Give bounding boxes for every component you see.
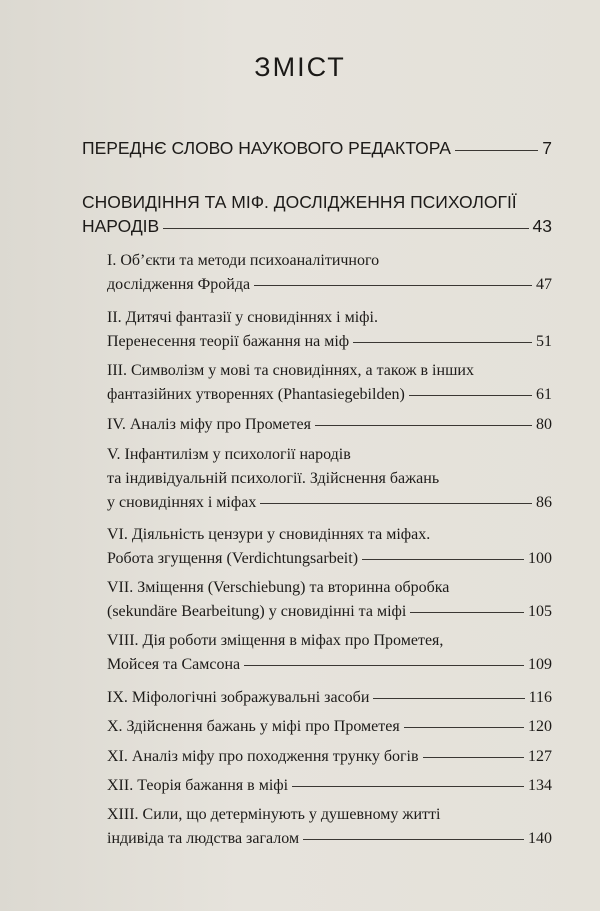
leader-line bbox=[423, 757, 524, 758]
leader-line bbox=[362, 559, 524, 560]
toc-entry-title: фантазійних утвореннях (Phantasiegebilden) bbox=[107, 386, 405, 403]
page-number: 105 bbox=[528, 603, 552, 620]
page-number: 127 bbox=[528, 748, 552, 765]
toc-entry-title: X. Здійснення бажань у міфі про Прометея bbox=[107, 718, 400, 735]
leader-line bbox=[409, 395, 532, 396]
toc-entry-title: дослідження Фройда bbox=[107, 276, 251, 293]
toc-entry-title-line: I. Об’єкти та методи психоаналітичного bbox=[107, 252, 380, 269]
page-number: 43 bbox=[532, 216, 552, 236]
page-number: 134 bbox=[528, 777, 552, 794]
leader-line bbox=[315, 425, 532, 426]
page-number: 47 bbox=[536, 276, 552, 293]
leader-line bbox=[260, 503, 532, 504]
leader-line bbox=[353, 342, 532, 343]
toc-entry-title: НАРОДІВ bbox=[82, 216, 160, 236]
leader-line bbox=[303, 839, 524, 840]
toc-entry-title-line: VI. Діяльність цензури у сновидіннях та міфах. bbox=[107, 526, 431, 543]
toc-entry-title: Мойсея та Самсона bbox=[107, 656, 241, 673]
toc-entry-title: XII. Теорія бажання в міфі bbox=[107, 777, 289, 794]
toc-entry-title: Робота згущення (Verdichtungsarbeit) bbox=[107, 550, 359, 567]
page-number: 7 bbox=[542, 138, 552, 158]
page-number: 51 bbox=[536, 333, 552, 350]
toc-entry-title-line: III. Символізм у мові та сновидіннях, а також в інших bbox=[107, 362, 474, 379]
toc-entry-title-line: V. Інфантилізм у психології народів bbox=[107, 446, 351, 463]
leader-line bbox=[404, 727, 524, 728]
toc-entry-title-line: II. Дитячі фантазії у сновидіннях і міфі. bbox=[107, 309, 378, 326]
toc-entry-title: IV. Аналіз міфу про Прометея bbox=[107, 416, 311, 433]
page-number: 100 bbox=[528, 550, 552, 567]
toc-entry-title-line: XIII. Сили, що детермінують у душевному житті bbox=[107, 806, 441, 823]
leader-line bbox=[254, 285, 532, 286]
page-number: 120 bbox=[528, 718, 552, 735]
toc-entry-title: індивіда та людства загалом bbox=[107, 830, 300, 847]
page-number: 140 bbox=[528, 830, 552, 847]
page-number: 116 bbox=[528, 689, 552, 706]
toc-entry-title-line: VII. Зміщення (Verschiebung) та вторинна обробка bbox=[107, 579, 450, 596]
toc-entry-title: (sekundäre Bearbeitung) у сновидінні та міфі bbox=[107, 603, 407, 620]
page-number: 109 bbox=[528, 656, 552, 673]
leader-line bbox=[244, 665, 524, 666]
toc-entry-title-line: та індивідуальній психології. Здійснення бажань bbox=[107, 470, 440, 487]
toc-entry-title: ПЕРЕДНЄ СЛОВО НАУКОВОГО РЕДАКТОРА bbox=[82, 138, 451, 158]
leader-line bbox=[163, 228, 528, 229]
page-title: ЗМІСТ bbox=[254, 52, 346, 82]
leader-line bbox=[410, 612, 524, 613]
leader-line bbox=[455, 150, 538, 151]
toc-entry-title: Перенесення теорії бажання на міф bbox=[107, 333, 350, 350]
leader-line bbox=[292, 786, 524, 787]
page-number: 61 bbox=[536, 386, 552, 403]
toc-entry-title: XI. Аналіз міфу про походження трунку богів bbox=[107, 748, 419, 765]
leader-line bbox=[373, 698, 524, 699]
page-number: 86 bbox=[536, 494, 552, 511]
toc-entry-title: у сновидіннях і міфах bbox=[107, 494, 257, 511]
page-number: 80 bbox=[536, 416, 552, 433]
toc-entry-title-line: СНОВИДІННЯ ТА МІФ. ДОСЛІДЖЕННЯ ПСИХОЛОГІЇ bbox=[82, 192, 517, 212]
toc-entry-title: IX. Міфологічні зображувальні засоби bbox=[107, 689, 370, 706]
toc-entry-title-line: VIII. Дія роботи зміщення в міфах про Прометея, bbox=[107, 632, 444, 649]
